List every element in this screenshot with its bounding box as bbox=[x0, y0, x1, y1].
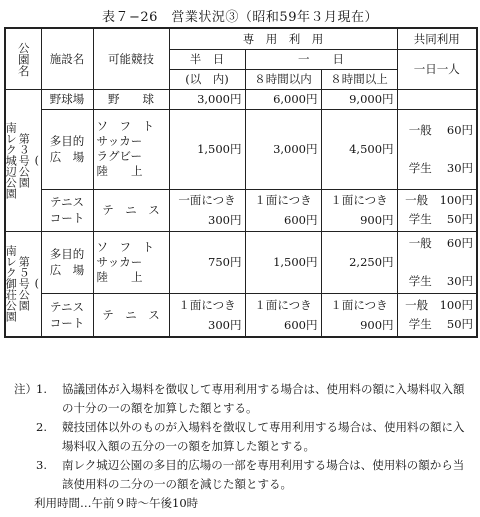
shared-fee: 一般 100円 学生 50円 bbox=[397, 189, 477, 231]
facility-cell: 多目的 広 場 bbox=[41, 231, 93, 293]
facility-cell: 多目的 広 場 bbox=[41, 109, 93, 189]
per-court-label: １面につき bbox=[254, 193, 312, 207]
header-one-day: 一 日 bbox=[245, 49, 397, 69]
shared-fee: 一般 100円 学生 50円 bbox=[397, 293, 477, 337]
header-half-day: 半 日 bbox=[169, 49, 245, 69]
notes bbox=[14, 380, 472, 513]
facility-cell: テニス コート bbox=[41, 189, 93, 231]
park-name-line2: 南レク御荘公園 bbox=[4, 245, 18, 323]
note-text: 協議団体が入場料を徴収して専用利用する場合は、使用料の額に入場料収入額の十分の一の額を加算した額とする。 bbox=[62, 382, 465, 415]
park-name bbox=[4, 121, 44, 199]
over-8h-fee-cell bbox=[321, 189, 397, 231]
header-over-8h: ８時間以上 bbox=[321, 69, 397, 89]
park-name-line1: 第５号公園 bbox=[17, 256, 31, 312]
per-court-label: １面につき bbox=[178, 297, 236, 312]
park-name-open: ( bbox=[30, 153, 44, 167]
over-8h-fee: 900円 bbox=[360, 317, 394, 332]
note-number: 1. bbox=[36, 382, 47, 396]
per-court-label: 一面につき bbox=[178, 193, 236, 207]
header-within-8h: ８時間以内 bbox=[245, 69, 321, 89]
over-8h-fee: 900円 bbox=[360, 213, 394, 227]
note-number: 2. bbox=[36, 420, 47, 434]
per-court-label: １面につき bbox=[330, 297, 388, 312]
header-half-day-sub: (以 内) bbox=[169, 69, 245, 89]
park-name-line2: 南レク城辺公園 bbox=[4, 121, 18, 199]
half-day-fee-cell bbox=[169, 189, 245, 231]
park-name-line1: 第３号公園 bbox=[17, 132, 31, 188]
park-name-open: ( bbox=[30, 277, 44, 291]
facility-cell: 野球場 bbox=[41, 89, 93, 109]
sport-cell: テ ニ ス bbox=[93, 293, 169, 337]
header-park bbox=[5, 28, 41, 89]
shared-fee bbox=[397, 89, 477, 109]
sport-cell: テ ニ ス bbox=[93, 189, 169, 231]
header-shared: 共同利用 bbox=[397, 28, 477, 49]
half-day-fee: 3,000円 bbox=[169, 89, 245, 109]
within-8h-fee: 600円 bbox=[284, 213, 318, 227]
park-name-cell bbox=[4, 89, 44, 231]
within-8h-fee-cell bbox=[245, 293, 321, 337]
header-per-person: 一日一人 bbox=[397, 49, 477, 89]
half-day-fee: 300円 bbox=[208, 213, 242, 227]
header-facility: 施設名 bbox=[41, 28, 93, 89]
note-item bbox=[14, 380, 472, 418]
park-name-cell bbox=[4, 231, 44, 337]
shared-fee: 一般 60円 学生 30円 bbox=[397, 109, 477, 189]
note-text: 南レク城辺公園の多目的広場の一部を専用利用する場合は、使用料の額から当該使用料の二分の一の額を減じた額とする。 bbox=[62, 458, 465, 491]
per-court-label: １面につき bbox=[254, 297, 312, 312]
sport-cell: 野 球 bbox=[93, 89, 169, 109]
header-park-text: 公園名 bbox=[16, 41, 31, 76]
per-court-label: １面につき bbox=[330, 193, 388, 207]
note-item bbox=[14, 456, 472, 494]
within-8h-fee: 3,000円 bbox=[245, 109, 321, 189]
half-day-fee-cell bbox=[169, 293, 245, 337]
within-8h-fee: 600円 bbox=[284, 317, 318, 332]
over-8h-fee-cell bbox=[321, 293, 397, 337]
within-8h-fee-cell bbox=[245, 189, 321, 231]
notes-label: 注） bbox=[14, 382, 37, 396]
within-8h-fee: 6,000円 bbox=[245, 89, 321, 109]
park-name bbox=[4, 245, 44, 323]
usage-hours: 利用時間…午前９時〜午後10時 bbox=[34, 496, 199, 510]
shared-fee: 一般 60円 学生 30円 bbox=[397, 231, 477, 293]
within-8h-fee: 1,500円 bbox=[245, 231, 321, 293]
half-day-fee: 1,500円 bbox=[169, 109, 245, 189]
table-title: 表７−26 営業状況③（昭和59年３月現在） bbox=[102, 10, 378, 25]
note-item bbox=[14, 418, 472, 456]
header-exclusive: 専 用 利 用 bbox=[169, 28, 397, 49]
sport-cell: ソ フ ト サッカー 陸 上 bbox=[93, 231, 169, 293]
note-text: 競技団体以外のものが入場料を徴収して専用利用する場合は、使用料の額に入場料収入額の五分の一の額を加算した額とする。 bbox=[62, 420, 465, 453]
over-8h-fee: 2,250円 bbox=[321, 231, 397, 293]
note-number: 3. bbox=[36, 458, 47, 472]
facility-cell: テニス コート bbox=[41, 293, 93, 337]
half-day-fee: 300円 bbox=[208, 317, 242, 332]
sport-cell: ソ フ ト サッカー ラグビー 陸 上 bbox=[93, 109, 169, 189]
fee-table bbox=[4, 27, 478, 338]
header-sport: 可能競技 bbox=[93, 28, 169, 89]
half-day-fee: 750円 bbox=[169, 231, 245, 293]
over-8h-fee: 9,000円 bbox=[321, 89, 397, 109]
over-8h-fee: 4,500円 bbox=[321, 109, 397, 189]
